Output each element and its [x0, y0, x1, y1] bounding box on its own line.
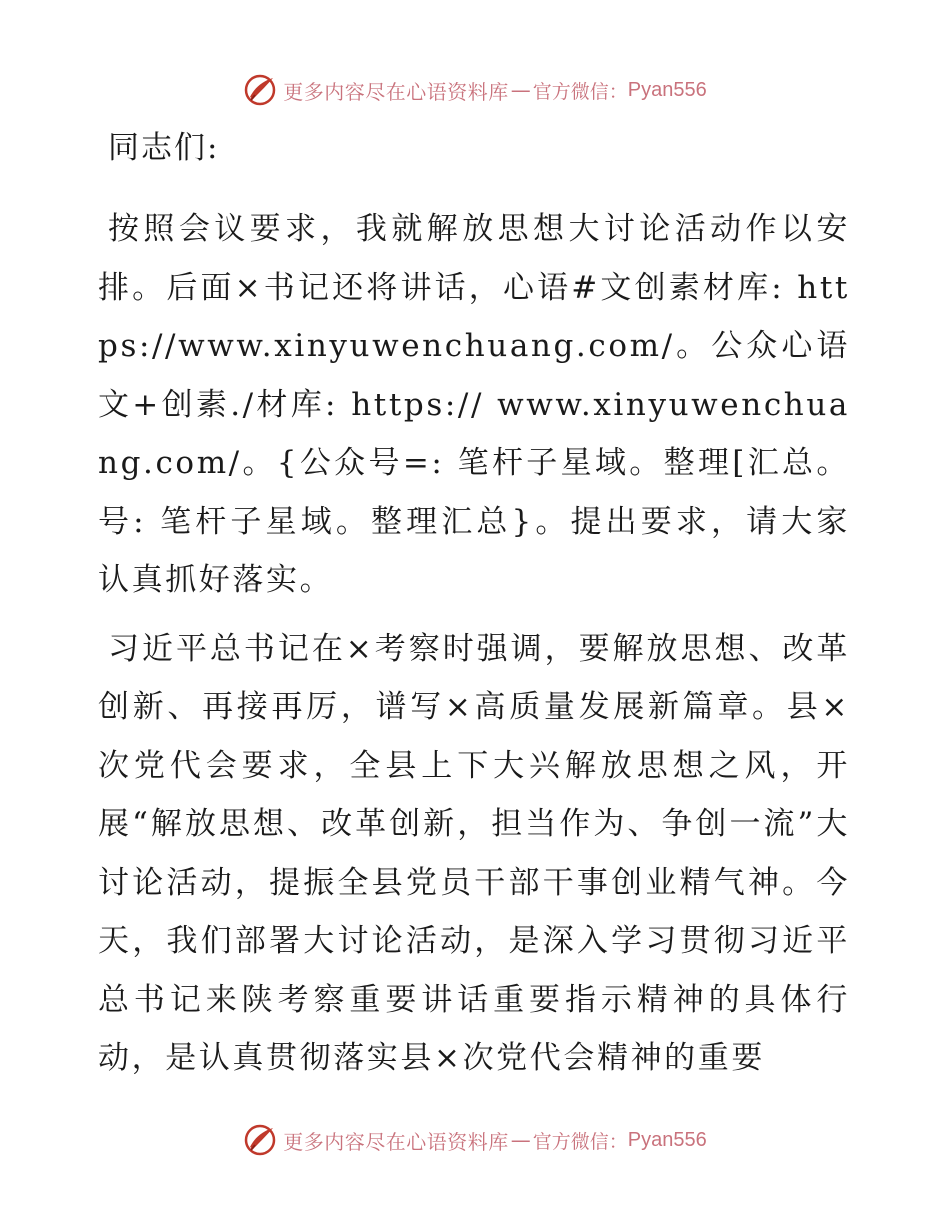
document-body [98, 128, 850, 1098]
footer-watermark [0, 1120, 950, 1160]
quill-pen-logo-icon [243, 73, 277, 107]
watermark-wechat-id: Pyan556 [627, 1128, 707, 1151]
watermark-official-label: 官方微信： [532, 80, 628, 103]
header-watermark [0, 70, 950, 110]
watermark-dash: — [510, 78, 531, 102]
watermark-wechat-id: Pyan556 [627, 78, 707, 101]
watermark-text: 更多内容尽在心语资料库 [283, 1129, 509, 1154]
salutation: 同志们: [108, 130, 220, 166]
watermark-dash: — [510, 1128, 531, 1152]
watermark-official-label: 官方微信： [532, 1130, 628, 1153]
watermark-text: 更多内容尽在心语资料库 [283, 79, 509, 104]
paragraph-1: 按照会议要求，我就解放思想大讨论活动作以安排。后面×书记还将讲话，心语#文创素材库: https://www.xinyuwenchuang.com/。公众心语文+创素./材库: https:// www.xinyuwenchuang.com/。{公众号=: 笔杆子星域。整理[汇总。号: 笔杆子星域。整理汇总}。提出要求，请大家认真抓好落实。 [98, 211, 850, 598]
quill-pen-logo-icon [243, 1123, 277, 1157]
paragraph-2: 习近平总书记在×考察时强调，要解放思想、改革创新、再接再厉，谱写×高质量发展新篇章。县×次党代会要求，全县上下大兴解放思想之风，开展“解放思想、改革创新，担当作为、争创一流”大讨论活动，提振全县党员干部干事创业精气神。今天，我们部署大讨论活动，是深入学习贯彻习近平总书记来陕考察重要讲话重要指示精神的具体行动，是认真贯彻落实县×次党代会精神的重要 [98, 630, 850, 1076]
